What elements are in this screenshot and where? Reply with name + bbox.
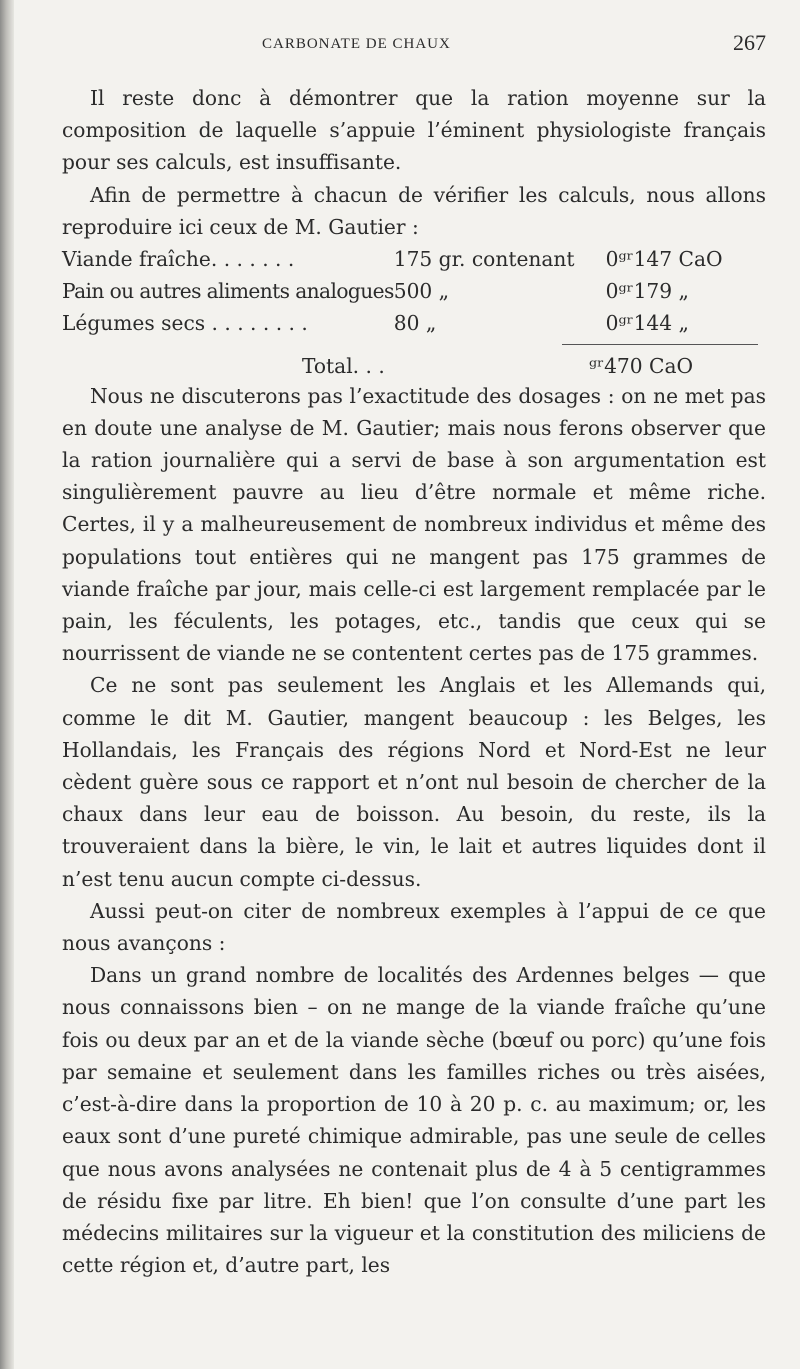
total-rule (562, 344, 758, 345)
paragraph-6: Dans un grand nombre de localités des Ardennes belges — que nous connaissons bien – on ne mange de la viande fraîche qu’une fois ou deux par an et de la viande sèche (bœuf ou porc) qu’une fois par semaine et seulement dans les familles riches ou très aisées, c’est-à-dire dans la proportion de 10 à 20 p. c. au maximum; or, les eaux sont d’une pureté chimique admirable, pas une seule de celles que nous avons analysées ne contenait plus de 4 à 5 centigrammes de résidu fixe par litre. Eh bien! que l’on consulte d’une part les médecins militaires sur la vigueur et la constitution des miliciens de cette région et, d’autre part, les (62, 963, 766, 1278)
content-cell: 0ᵍʳ179 „ (605, 279, 689, 304)
page-number: 267 (733, 30, 766, 55)
food-cell: Viande fraîche. . . . . . . (62, 247, 295, 272)
paragraph-1: Il reste donc à démontrer que la ration moyenne sur la composition de laquelle s’appuie l’éminent physiologiste français pour ses calculs, est insuffisante. (62, 86, 766, 175)
paragraph-2: Afin de permettre à chacun de vérifier les calculs, nous allons reproduire ici ceux de M. Gautier : (62, 182, 766, 239)
paragraph-5: Aussi peut-on citer de nombreux exemples à l’appui de ce que nous avançons : (62, 898, 766, 956)
paragraph-3: Nous ne discuterons pas l’exactitude des dosages : on ne met pas en doute une analyse de M. Gautier; mais nous ferons observer que la ration journalière qui a servi de base à son argumentation est singulièrement pauvre au lieu d’être normale et même riche. Certes, il y a malheureusement de nombreux individus et même des populations tout entières qui ne mangent pas 175 grammes de viande fraîche par jour, mais celle-ci est largement remplacée par le pain, les féculents, les potages, etc., tandis que ceux qui se nourrissent de viande ne se contentent certes pas de 175 grammes. (62, 383, 766, 666)
quantity-cell: 80 „ (393, 311, 437, 336)
ration-table (62, 243, 766, 340)
book-spine-shadow (0, 0, 14, 1369)
table-row (62, 275, 766, 307)
total-row (62, 340, 766, 380)
body-text (62, 82, 766, 1281)
table-row (62, 307, 766, 339)
running-head (62, 30, 766, 70)
paragraph-4: Ce ne sont pas seulement les Anglais et les Allemands qui, comme le dit M. Gautier, mangent beaucoup : les Belges, les Hollandais, les Français des régions Nord et Nord-Est ne leur cèdent guère sous ce rapport et n’ont nul besoin de chercher de la chaux dans leur eau de boisson. Au besoin, du reste, ils la trouveraient dans la bière, le vin, le lait et autres liquides dont il n’est tenu aucun compte ci-dessus. (62, 673, 766, 891)
book-page (62, 30, 766, 1281)
content-cell: 0ᵍʳ147 CaO (605, 247, 723, 272)
content-cell: 0ᵍʳ144 „ (605, 311, 689, 336)
table-row (62, 243, 766, 275)
quantity-cell: 175 gr. contenant (393, 247, 575, 272)
running-title: CARBONATE DE CHAUX (262, 36, 451, 52)
food-cell: Légumes secs . . . . . . . . (62, 311, 308, 336)
total-label: Total. . . (302, 353, 385, 378)
total-value: ᵍʳ470 CaO (589, 353, 694, 378)
quantity-cell: 500 „ (393, 279, 450, 304)
food-cell: Pain ou autres aliments analogues (62, 279, 394, 304)
